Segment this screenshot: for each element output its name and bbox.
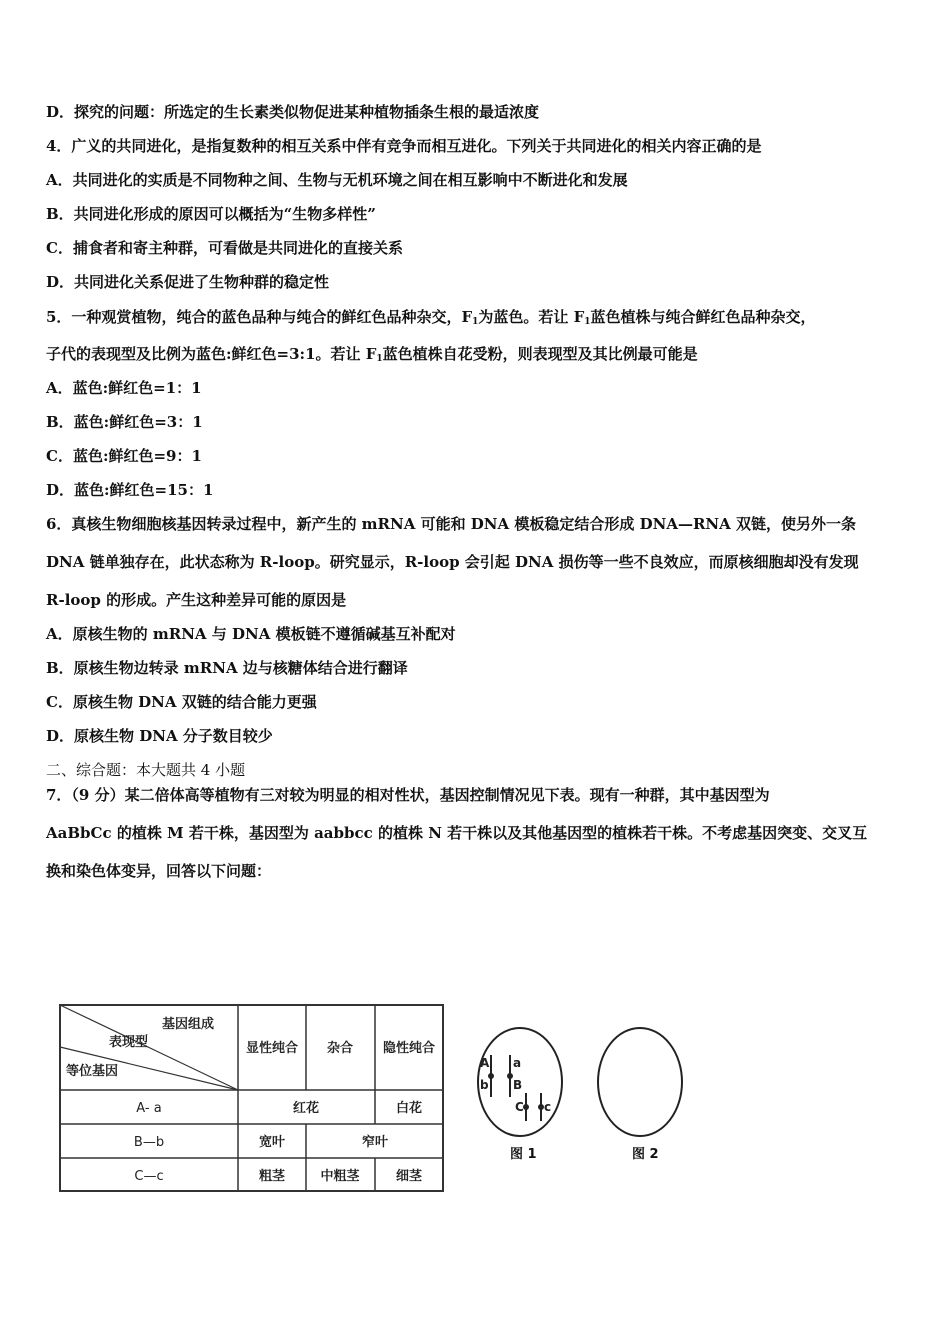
q7-stem-line2: AaBbCc 的植株 M 若干株，基因型为 aabbcc 的植株 N 若干株以及其他基因型的植株若干株。不考虑基因突变、交叉互 xyxy=(46,824,868,842)
label-A: A xyxy=(480,1056,490,1070)
q3-option-d: D．探究的问题：所选定的生长素类似物促进某种植物插条生根的最适浓度 xyxy=(46,103,540,121)
row1-gene: A- a xyxy=(136,1101,162,1116)
q6-stem-line1: 6．真核生物细胞核基因转录过程中，新产生的 mRNA 可能和 DNA 模板稳定结合形成 DNA—RNA 双链，使另外一条 xyxy=(46,515,856,533)
q5-option-a: A．蓝色:鲜红色=1：1 xyxy=(46,379,202,397)
q5-option-c: C．蓝色:鲜红色=9：1 xyxy=(46,447,202,465)
label-B: B xyxy=(513,1078,523,1092)
figure2-caption: 图 2 xyxy=(632,1147,659,1162)
label-b: b xyxy=(480,1078,489,1092)
q7-stem-line3: 换和染色体变异，回答以下问题： xyxy=(46,862,272,880)
col-dominant: 显性纯合 xyxy=(245,1041,299,1056)
header-mid: 表现型 xyxy=(109,1035,149,1050)
cell-membrane-2 xyxy=(598,1028,682,1136)
row2-v1: 宽叶 xyxy=(258,1135,286,1150)
q4-option-d: D．共同进化关系促进了生物种群的稳定性 xyxy=(46,273,330,291)
figure1-cell-diagram xyxy=(470,1025,570,1145)
q6-stem-line3: R-loop 的形成。产生这种差异可能的原因是 xyxy=(46,591,347,609)
row3-v2: 中粗茎 xyxy=(320,1169,360,1184)
q4-option-a: A．共同进化的实质是不同物种之间、生物与无机环境之间在相互影响中不断进化和发展 xyxy=(46,171,628,189)
figure2-empty-cell xyxy=(592,1025,688,1145)
q5-l2-sub: 1 xyxy=(376,354,383,364)
row2-v2: 窄叶 xyxy=(361,1135,389,1150)
centromere-3 xyxy=(523,1104,529,1110)
col-recessive: 隐性纯合 xyxy=(382,1041,436,1056)
q5-stem-line2 xyxy=(46,345,698,363)
q5-l1-a: 5．一种观赏植物，纯合的蓝色品种与纯合的鲜红色品种杂交，F xyxy=(46,308,473,326)
q7-stem-line1: 7．（9 分）某二倍体高等植物有三对较为明显的相对性状，基因控制情况见下表。现有一种群，其中基因型为 xyxy=(46,786,770,804)
row3-gene: C—c xyxy=(134,1169,164,1184)
label-C: C xyxy=(515,1100,524,1114)
q4-option-b: B．共同进化形成的原因可以概括为“生物多样性” xyxy=(46,205,376,223)
centromere-1 xyxy=(488,1073,494,1079)
q5-stem-line1 xyxy=(46,308,816,326)
q5-l2-a: 子代的表现型及比例为蓝色:鲜红色=3:1。若让 F xyxy=(46,345,377,363)
header-top: 基因组成 xyxy=(162,1017,215,1032)
row2-gene: B—b xyxy=(133,1135,165,1150)
gene-table xyxy=(59,1004,445,1194)
q6-option-d: D．原核生物 DNA 分子数目较少 xyxy=(46,727,273,745)
q6-option-b: B．原核生物边转录 mRNA 边与核糖体结合进行翻译 xyxy=(46,659,408,677)
section-heading: 二、综合题：本大题共 4 小题 xyxy=(46,761,246,779)
q5-option-d: D．蓝色:鲜红色=15：1 xyxy=(46,481,214,499)
q5-l1-sub2: 1 xyxy=(584,317,591,327)
row1-v1: 红花 xyxy=(292,1101,320,1116)
q6-option-c: C．原核生物 DNA 双链的结合能力更强 xyxy=(46,693,317,711)
figure1-caption: 图 1 xyxy=(510,1147,537,1162)
q5-l1-c: 蓝色植株与纯合鲜红色品种杂交， xyxy=(590,308,816,326)
q4-option-c: C．捕食者和寄主种群，可看做是共同进化的直接关系 xyxy=(46,239,403,257)
q6-option-a: A．原核生物的 mRNA 与 DNA 模板链不遵循碱基互补配对 xyxy=(46,625,456,643)
col-hetero: 杂合 xyxy=(326,1041,354,1056)
q5-option-b: B．蓝色:鲜红色=3：1 xyxy=(46,413,203,431)
q5-l2-b: 蓝色植株自花受粉，则表现型及其比例最可能是 xyxy=(382,345,698,363)
label-a: a xyxy=(513,1056,522,1070)
q5-l1-b: 为蓝色。若让 F xyxy=(478,308,585,326)
row1-v3: 白花 xyxy=(395,1101,423,1116)
q5-l1-sub1: 1 xyxy=(472,317,479,327)
q4-stem: 4．广义的共同进化，是指复数种的相互关系中伴有竞争而相互进化。下列关于共同进化的相关内容正确的是 xyxy=(46,137,762,155)
row3-v1: 粗茎 xyxy=(258,1169,286,1184)
label-c: c xyxy=(544,1100,552,1114)
header-bottom: 等位基因 xyxy=(66,1064,119,1079)
q6-stem-line2: DNA 链单独存在，此状态称为 R-loop。研究显示，R-loop 会引起 DNA 损伤等一些不良效应，而原核细胞却没有发现 xyxy=(46,553,859,571)
row3-v3: 细茎 xyxy=(395,1169,423,1184)
